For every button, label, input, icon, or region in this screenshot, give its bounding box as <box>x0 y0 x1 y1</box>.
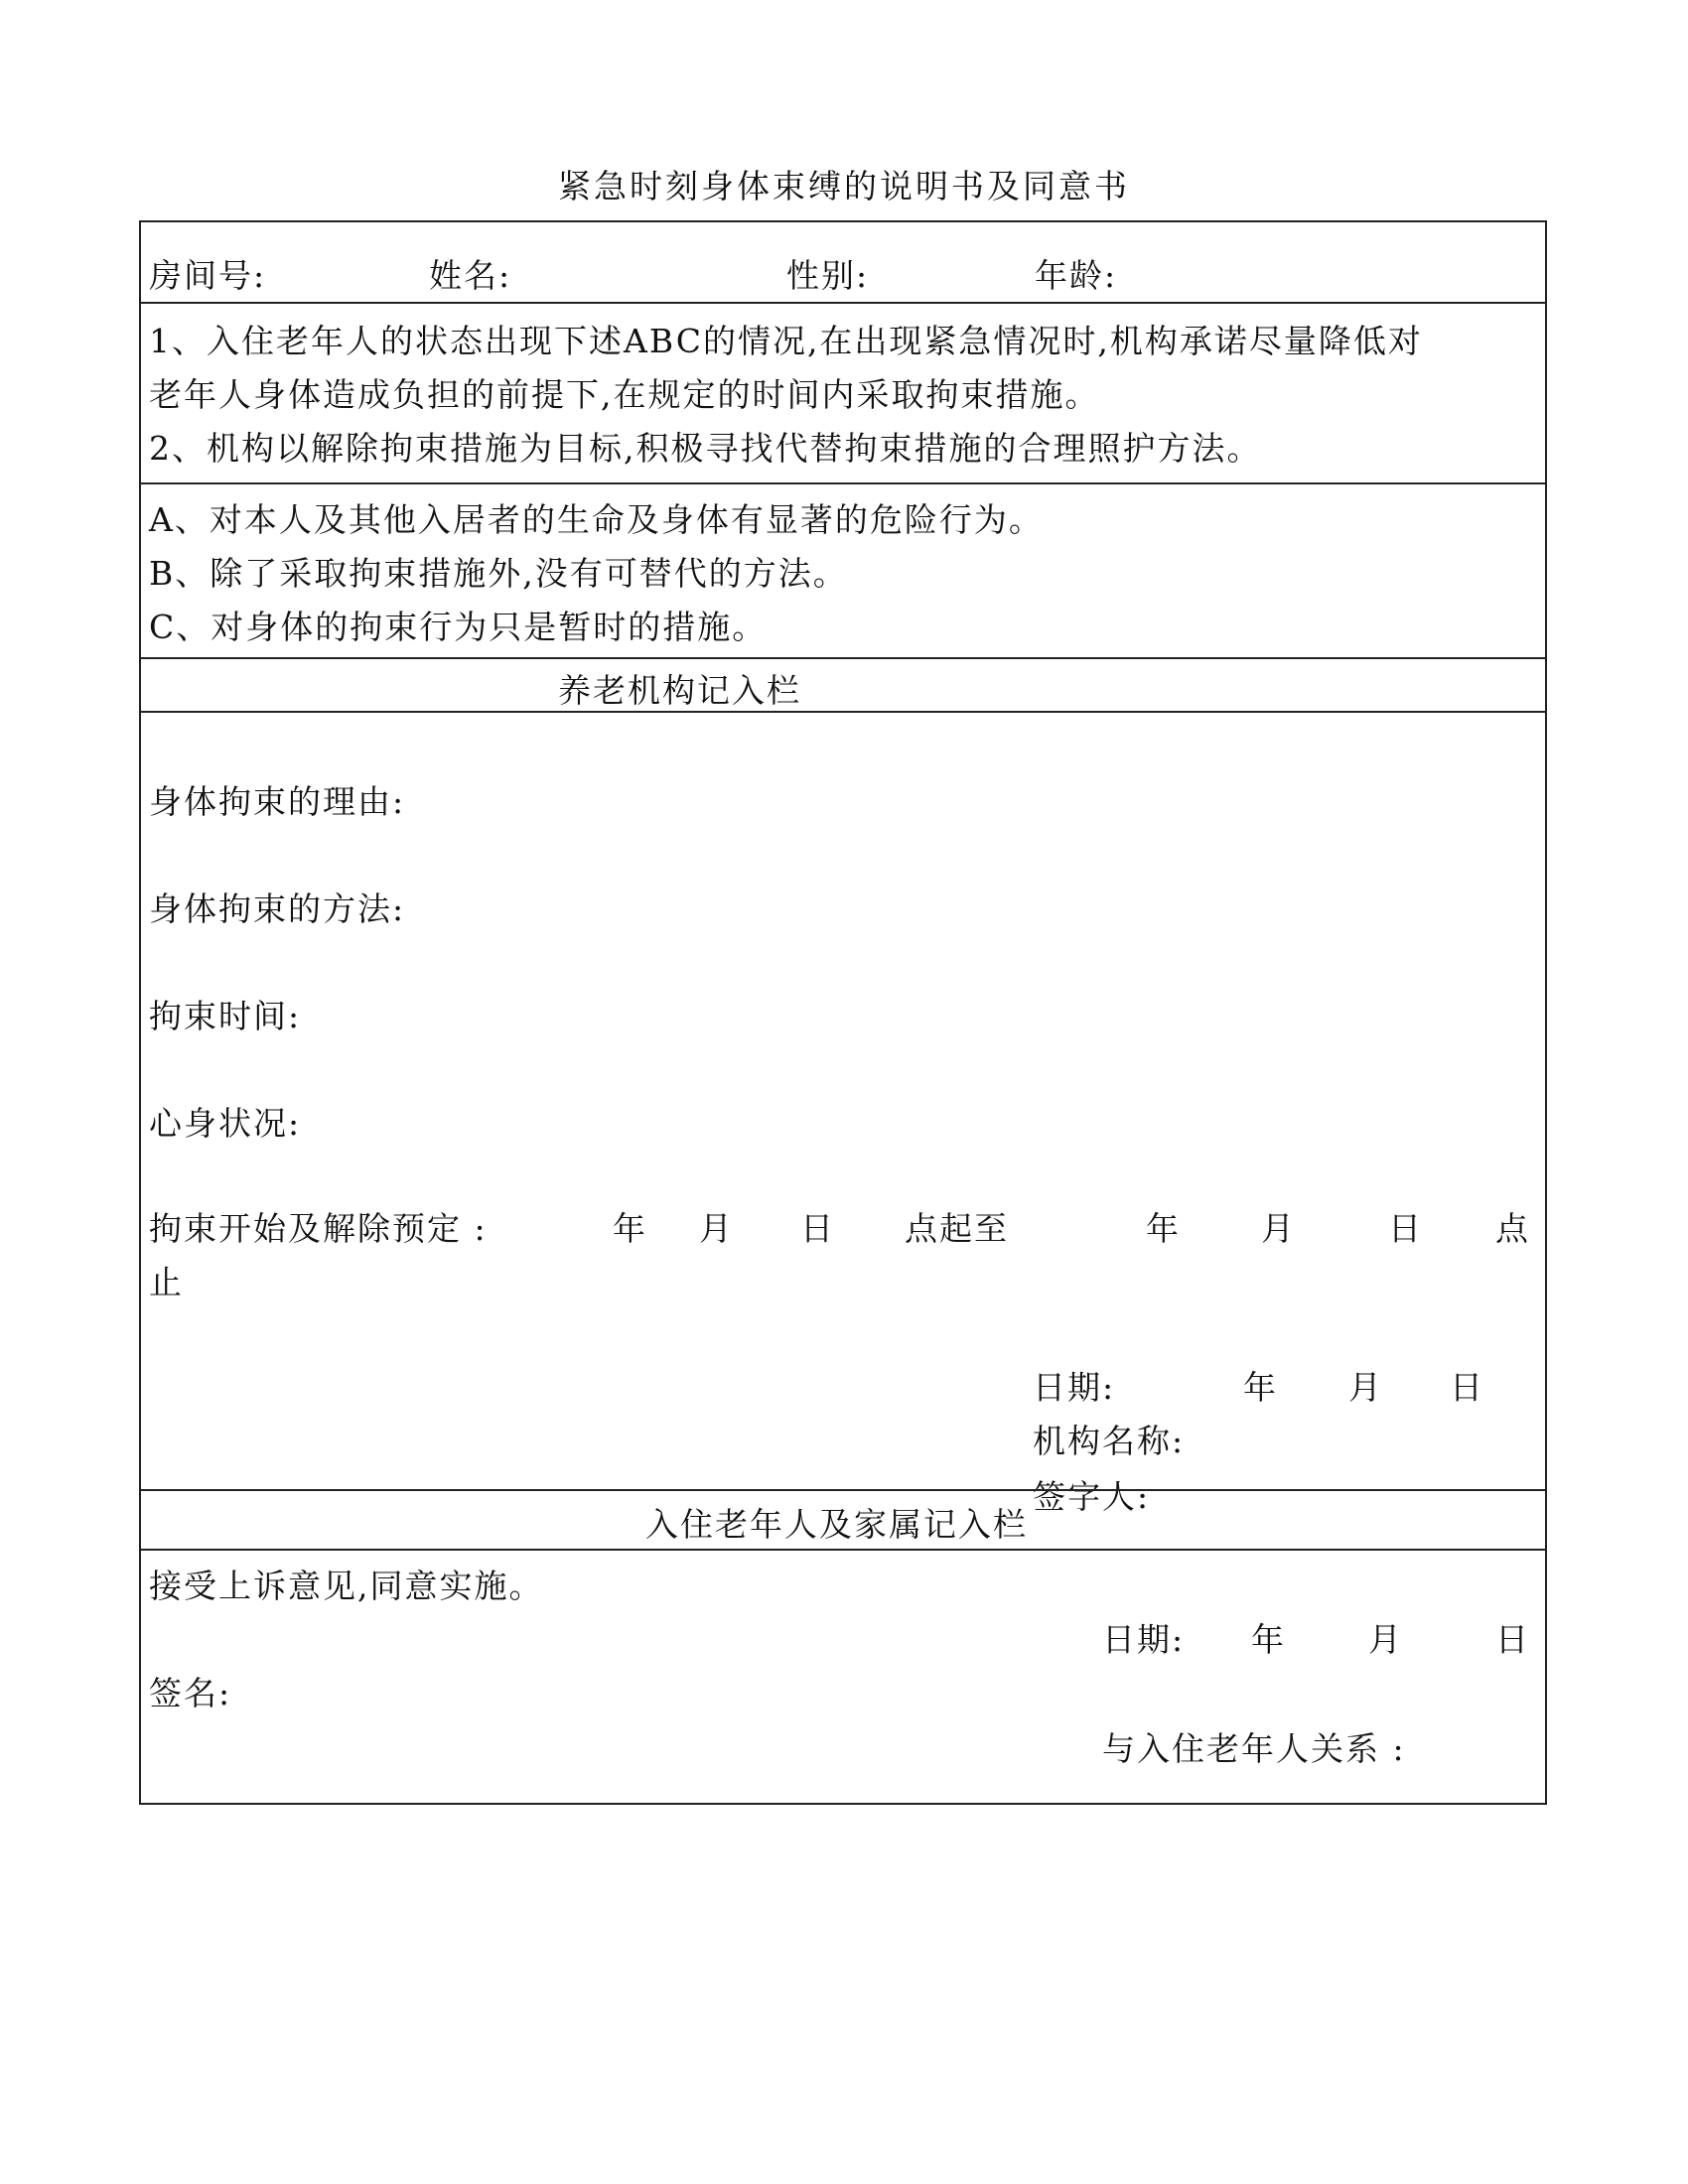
time-label: 拘束时间: <box>149 997 302 1035</box>
institution-date-month: 月 <box>1348 1368 1383 1407</box>
condition-label: 心身状况: <box>149 1104 302 1143</box>
family-header-row <box>141 1489 1545 1551</box>
institution-section-header: 养老机构记入栏 <box>558 671 801 710</box>
institution-header-row <box>141 657 1545 713</box>
name-field[interactable]: 姓名: <box>429 256 512 295</box>
institution-section <box>141 711 1545 1516</box>
condition-item: B、除了采取拘束措施外,没有可替代的方法。 <box>149 554 848 593</box>
schedule-end-year: 年 <box>1146 1209 1181 1248</box>
schedule-start-year: 年 <box>613 1209 647 1248</box>
condition-item: A、对本人及其他入居者的生命及身体有显著的危险行为。 <box>149 500 1044 539</box>
clipped-signer-label: 签字人: <box>1033 1477 1151 1516</box>
commitment-line: 老年人身体造成负担的前提下,在规定的时间内采取拘束措施。 <box>149 375 1100 414</box>
family-date-year: 年 <box>1251 1620 1286 1659</box>
consent-form <box>139 220 1547 1805</box>
relation-field[interactable]: 与入住老年人关系 : <box>1102 1729 1406 1768</box>
family-date-label: 日期: <box>1102 1620 1186 1659</box>
schedule-label: 拘束开始及解除预定 : <box>149 1209 488 1248</box>
condition-item: C、对身体的拘束行为只是暂时的措施。 <box>149 608 768 646</box>
age-field[interactable]: 年龄: <box>1035 256 1118 295</box>
family-date-month: 月 <box>1368 1620 1403 1659</box>
schedule-end-day: 日 <box>1388 1209 1423 1248</box>
reason-label: 身体拘束的理由: <box>149 782 406 821</box>
accept-text: 接受上诉意见,同意实施。 <box>149 1567 544 1605</box>
page-title: 紧急时刻身体束缚的说明书及同意书 <box>558 167 1130 205</box>
commitment-line: 2、机构以解除拘束措施为目标,积极寻找代替拘束措施的合理照护方法。 <box>149 429 1262 468</box>
institution-date-day: 日 <box>1450 1368 1484 1407</box>
schedule-stop: 止 <box>149 1263 184 1301</box>
commitments-section <box>141 302 1545 484</box>
org-name-label: 机构名称: <box>1033 1422 1186 1460</box>
signature-field[interactable]: 签名: <box>149 1674 232 1712</box>
schedule-start-hour: 点起至 <box>905 1209 1009 1248</box>
schedule-end-month: 月 <box>1261 1209 1296 1248</box>
family-section <box>141 1549 1545 1803</box>
schedule-end-hour: 点 <box>1495 1209 1530 1248</box>
family-section-header: 入住老年人及家属记入栏 <box>645 1505 1028 1544</box>
conditions-section <box>141 482 1545 659</box>
method-label: 身体拘束的方法: <box>149 889 406 928</box>
commitment-line: 1、入住老年人的状态出现下述ABC的情况,在出现紧急情况时,机构承诺尽量降低对 <box>149 322 1423 360</box>
schedule-start-day: 日 <box>800 1209 835 1248</box>
institution-date-label: 日期: <box>1033 1368 1116 1407</box>
gender-field[interactable]: 性别: <box>786 256 870 295</box>
header-fields-row <box>141 222 1545 302</box>
schedule-start-month: 月 <box>699 1209 734 1248</box>
room-field[interactable]: 房间号: <box>149 256 267 295</box>
institution-date-year: 年 <box>1243 1368 1278 1407</box>
family-date-day: 日 <box>1495 1620 1530 1659</box>
